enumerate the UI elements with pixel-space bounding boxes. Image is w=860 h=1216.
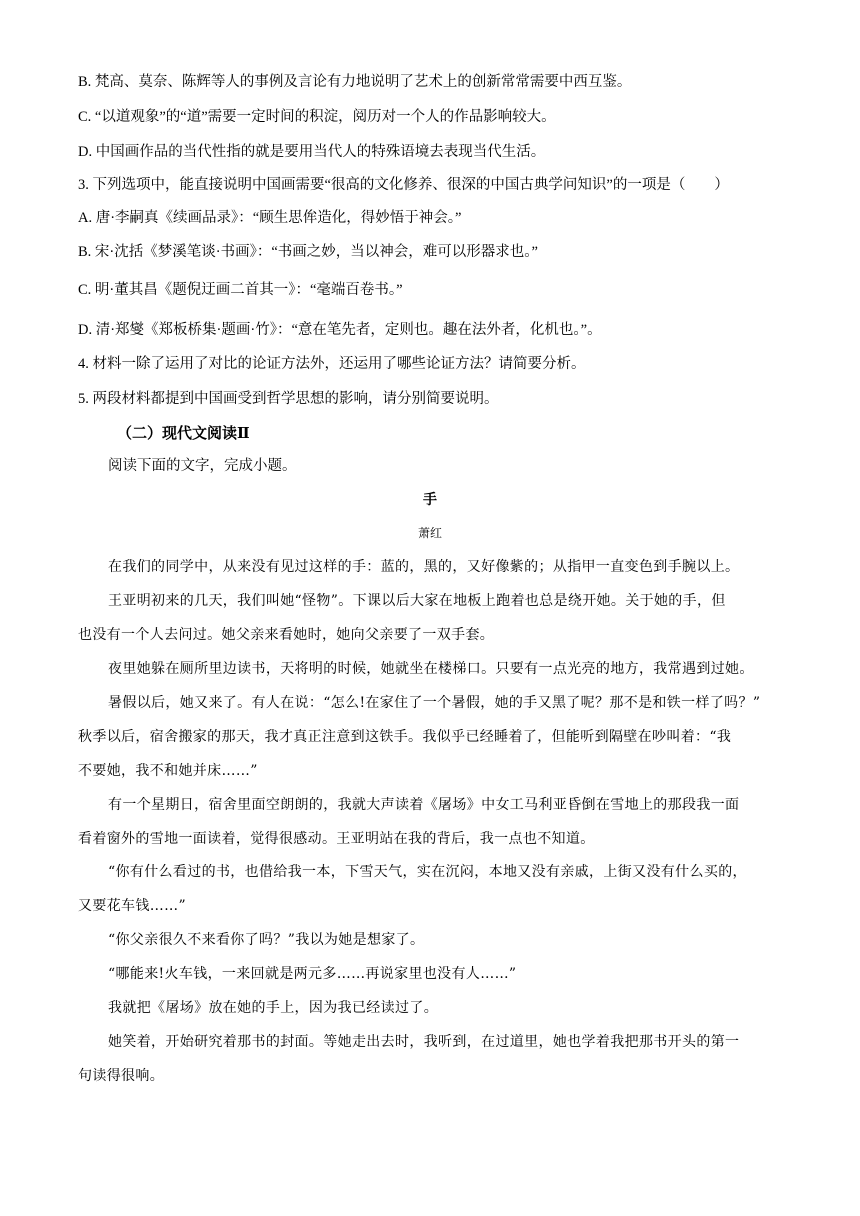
q3-stem: 3. 下列选项中，能直接说明中国画需要“很高的文化修养、很深的中国古典学问知识”的一项是（ ） [78, 177, 729, 193]
q4-stem: 4. 材料一除了运用了对比的论证方法外，还运用了哪些论证方法？请简要分析。 [78, 356, 586, 372]
q3-option-a: A. 唐·李嗣真《续画品录》：“顾生思侔造化，得妙悟于神会。” [78, 210, 462, 226]
q3-option-d: D. 清·郑燮《郑板桥集·题画·竹》：“意在笔先者，定则也。趣在法外者，化机也。”。 [78, 322, 602, 338]
story-line: 看着窗外的雪地一面读着，觉得很感动。王亚明站在我的背后，我一点也不知道。 [78, 831, 595, 847]
story-line: 王亚明初来的几天，我们叫她“怪物”。下课以后大家在地板上跑着也总是绕开她。关于她的手，但 [108, 593, 726, 609]
story-line: 暑假以后，她又来了。有人在说：“怎么!在家住了一个暑假，她的手又黑了呢？那不是和铁一样了吗？” [108, 695, 761, 711]
story-line: 我就把《屠场》放在她的手上，因为我已经读过了。 [108, 1000, 439, 1016]
story-author: 萧红 [417, 526, 442, 540]
q2-option-b: B. 梵高、莫奈、陈辉等人的事例及言论有力地说明了艺术上的创新常常需要中西互鉴。 [78, 74, 632, 90]
section-heading: （二）现代文阅读Ⅱ [117, 424, 250, 442]
story-line: 也没有一个人去问过。她父亲来看她时，她向父亲要了一双手套。 [78, 627, 495, 643]
q5-stem: 5. 两段材料都提到中国画受到哲学思想的影响，请分别简要说明。 [78, 391, 499, 407]
story-line: 有一个星期日，宿舍里面空朗朗的，我就大声读着《屠场》中女工马利亚昏倒在雪地上的那段我一面 [108, 797, 740, 813]
story-line: 不要她，我不和她并床……” [78, 763, 258, 779]
story-line: “哪能来!火车钱，一来回就是两元多……再说家里也没有人……” [108, 966, 517, 982]
story-line: 又要花车钱……” [78, 898, 186, 914]
q2-option-c: C. “以道观象”的“道”需要一定时间的积淀，阅历对一个人的作品影响较大。 [78, 109, 556, 125]
q3-option-b: B. 宋·沈括《梦溪笔谈·书画》：“书画之妙，当以神会，难可以形器求也。” [78, 244, 538, 260]
q3-option-c: C. 明·董其昌《题倪迂画二首其一》：“毫端百卷书。” [78, 282, 403, 298]
story-line: “你有什么看过的书，也借给我一本，下雪天气，实在沉闷，本地又没有亲戚，上街又没有什么买的， [108, 864, 747, 880]
story-line: 在我们的同学中，从来没有见过这样的手：蓝的，黑的，又好像紫的；从指甲一直变色到手腕以上。 [108, 559, 740, 575]
story-line: 她笑着，开始研究着那书的封面。等她走出去时，我听到，在过道里，她也学着我把那书开头的第一 [108, 1034, 740, 1050]
story-title: 手 [423, 492, 437, 508]
story-line: 句读得很响。 [78, 1068, 165, 1084]
reading-instruction: 阅读下面的文字，完成小题。 [108, 458, 297, 474]
q2-option-d: D. 中国画作品的当代性指的就是要用当代人的特殊语境去表现当代生活。 [78, 144, 546, 160]
story-line: 夜里她躲在厕所里边读书，天将明的时候，她就坐在楼梯口。只要有一点光亮的地方，我常遇到过她。 [108, 661, 754, 677]
story-line: 秋季以后，宿舍搬家的那天，我才真正注意到这铁手。我似乎已经睡着了，但能听到隔壁在吵叫着：“我 [78, 729, 732, 745]
story-line: “你父亲很久不来看你了吗？”我以为她是想家了。 [108, 932, 425, 948]
